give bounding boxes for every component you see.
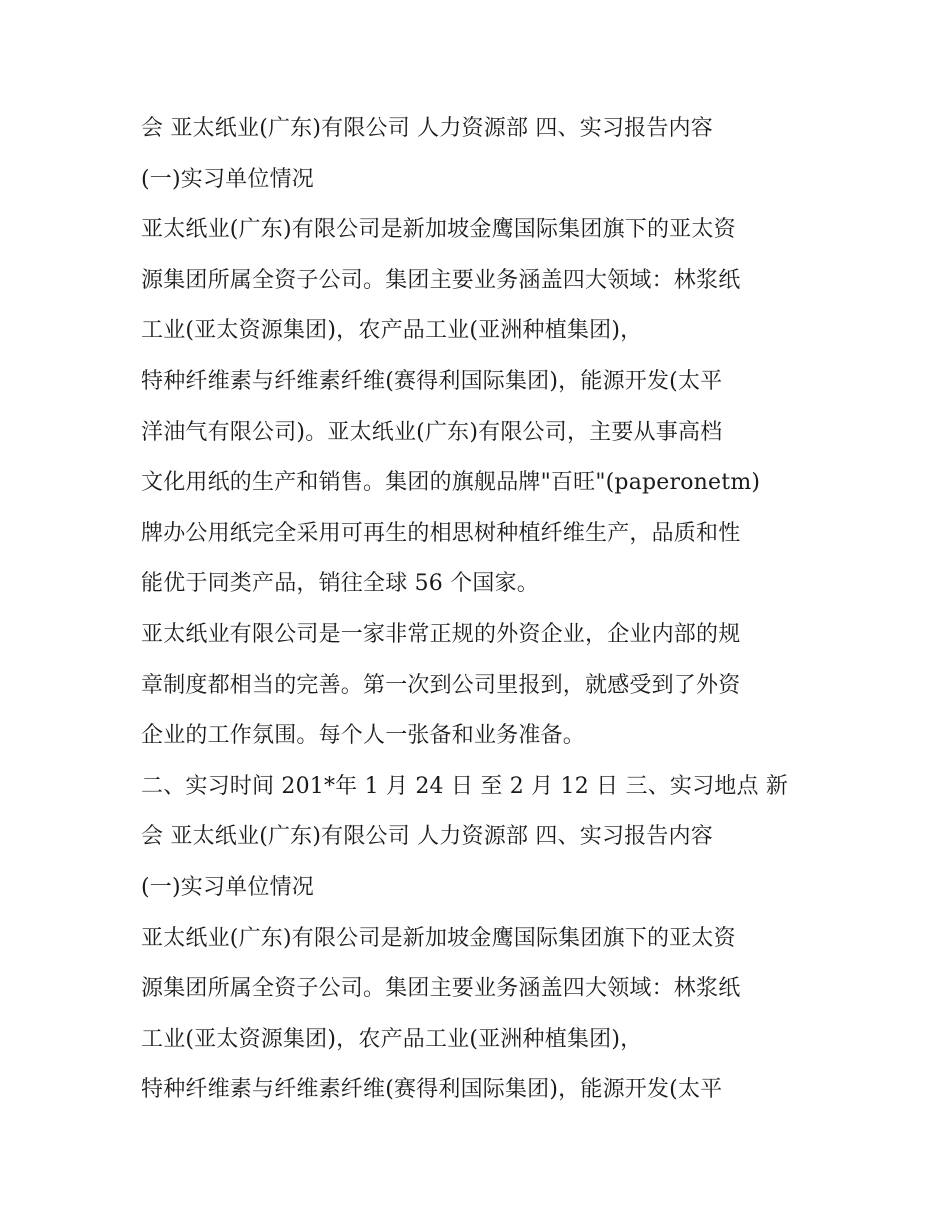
text-line: 源集团所属全资子公司。集团主要业务涵盖四大领域：林浆纸	[141, 976, 741, 1002]
text-line: 章制度都相当的完善。第一次到公司里报到，就感受到了外资	[141, 672, 741, 698]
section-heading: (一)实习单位情况	[141, 166, 314, 192]
text-line: 亚太纸业有限公司是一家非常正规的外资企业，企业内部的规	[141, 621, 741, 647]
text-line: 二、实习时间 201*年 1 月 24 日 至 2 月 12 日 三、实习地点 新	[141, 773, 789, 799]
text-line: 特种纤维素与纤维素纤维(赛得利国际集团)，能源开发(太平	[141, 368, 723, 394]
text-line: 工业(亚太资源集团)，农产品工业(亚洲种植集团)，	[141, 318, 643, 344]
text-line: 亚太纸业(广东)有限公司是新加坡金鹰国际集团旗下的亚太资	[141, 925, 736, 951]
text-line: 亚太纸业(广东)有限公司是新加坡金鹰国际集团旗下的亚太资	[141, 217, 736, 243]
text-line: 洋油气有限公司)。亚太纸业(广东)有限公司，主要从事高档	[141, 419, 723, 445]
document-body	[141, 104, 821, 1116]
text-line: 文化用纸的生产和销售。集团的旗舰品牌"百旺"(paperonetm)	[141, 470, 761, 496]
text-line: 企业的工作氛围。每个人一张备和业务准备。	[141, 723, 586, 749]
text-line: 能优于同类产品，销往全球 56 个国家。	[141, 571, 539, 597]
section-heading: (一)实习单位情况	[141, 874, 314, 900]
text-line: 工业(亚太资源集团)，农产品工业(亚洲种植集团)，	[141, 1026, 643, 1052]
text-line: 会 亚太纸业(广东)有限公司 人力资源部 四、实习报告内容	[141, 824, 713, 850]
text-line: 特种纤维素与纤维素纤维(赛得利国际集团)，能源开发(太平	[141, 1077, 723, 1103]
text-line: 牌办公用纸完全采用可再生的相思树种植纤维生产，品质和性	[141, 520, 741, 546]
text-line: 会 亚太纸业(广东)有限公司 人力资源部 四、实习报告内容	[141, 116, 713, 141]
text-line: 源集团所属全资子公司。集团主要业务涵盖四大领域：林浆纸	[141, 267, 741, 293]
